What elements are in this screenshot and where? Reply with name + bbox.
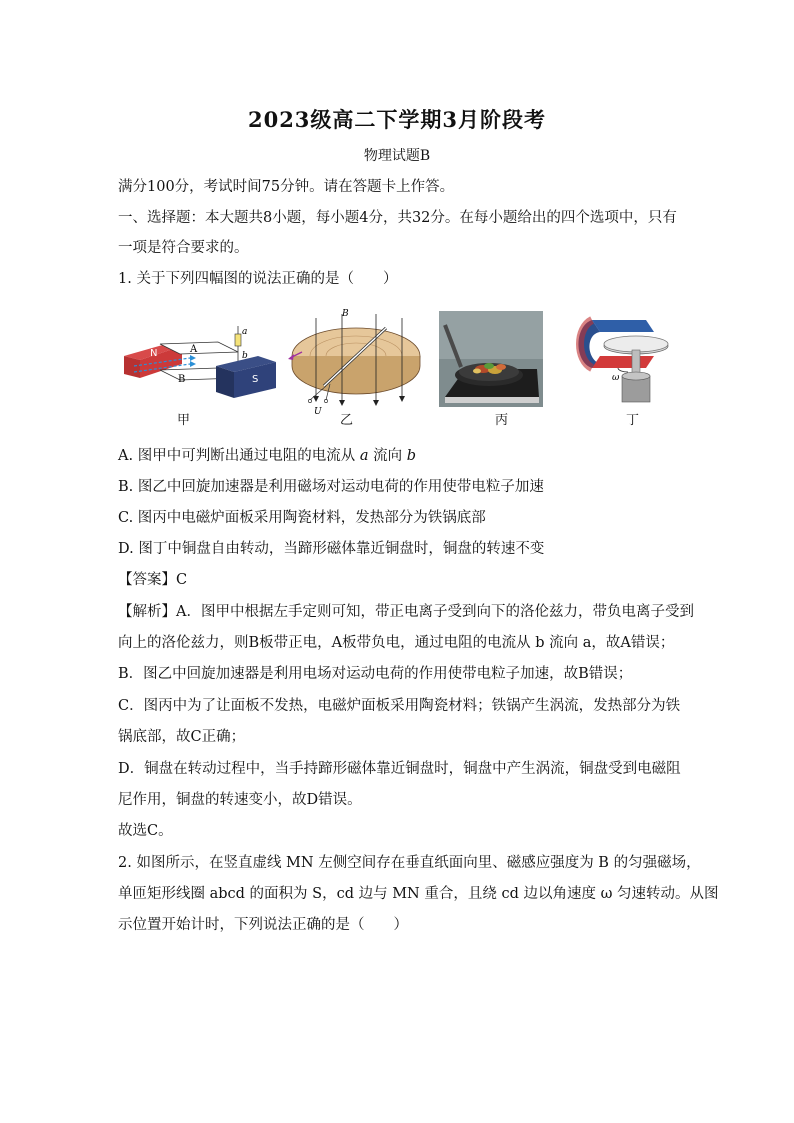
field-b-label: B [342, 309, 349, 319]
question-1-stem: 1. 关于下列四幅图的说法正确的是（ ） [118, 271, 398, 287]
q1-analysis-line1: 【解析】A．图甲中根据左手定则可知，带正电离子受到向下的洛伦兹力，带负电离子受到 [118, 604, 694, 620]
disc-base [618, 368, 650, 402]
question-2-line2: 单匝矩形线圈 abcd 的面积为 S，cd 边与 MN 重合，且绕 cd 边以角速度 ω 匀速转动。从图 [118, 886, 719, 902]
question-2-line1: 2. 如图所示，在竖直虚线 MN 左侧空间存在垂直纸面向里、磁感应强度为 B 的匀强磁场， [118, 855, 701, 871]
figure-bing [439, 311, 543, 407]
omega-label: ω [612, 373, 620, 383]
plate-a-label: A [190, 344, 198, 355]
plate-b-label: B [178, 374, 186, 385]
figure-yi [284, 308, 424, 416]
q1-option-c: C. 图丙中电磁炉面板采用陶瓷材料，发热部分为铁锅底部 [118, 510, 486, 526]
q1-analysis-line6: D．铜盘在转动过程中，当手持蹄形磁体靠近铜盘时，铜盘中产生涡流，铜盘受到电磁阻 [118, 761, 681, 777]
q1-conclusion: 故选C。 [118, 823, 173, 839]
q1-option-b: B. 图乙中回旋加速器是利用磁场对运动电荷的作用使带电粒子加速 [118, 479, 544, 495]
figure-jia-caption: 甲 [177, 413, 191, 428]
q1-analysis-line5: 锅底部，故C正确； [118, 729, 246, 745]
section-heading-line1: 一、选择题：本大题共8小题，每小题4分，共32分。在每小题给出的四个选项中，只有 [118, 210, 677, 226]
q1-analysis-line4: C．图丙中为了让面板不发热，电磁炉面板采用陶瓷材料；铁锅产生涡流，发热部分为铁 [118, 698, 681, 714]
voltage-u-label: U [314, 407, 322, 416]
south-magnet [216, 356, 276, 398]
figure-ding [574, 312, 674, 408]
south-label: S [252, 374, 259, 385]
question-2-line3: 示位置开始计时，下列说法正确的是（ ） [118, 917, 408, 933]
q1-analysis-line2: 向上的洛伦兹力，则B板带正电，A板带负电，通过电阻的电流从 b 流向 a，故A错误； [118, 635, 675, 651]
point-b-label: b [242, 351, 248, 361]
north-label: N [150, 348, 158, 359]
exam-note: 满分100分，考试时间75分钟。请在答题卡上作答。 [118, 179, 455, 195]
q1-option-d: D. 图丁中铜盘自由转动，当蹄形磁体靠近铜盘时，铜盘的转速不变 [118, 541, 545, 557]
cyclotron-dees [292, 328, 420, 394]
page-title: 2023级高二下学期3月阶段考 [247, 107, 547, 132]
section-heading-line2: 一项是符合要求的。 [118, 240, 249, 256]
resistor [235, 326, 241, 352]
point-a-label: a [242, 327, 248, 337]
figure-ding-caption: 丁 [626, 413, 640, 428]
figure-bing-caption: 丙 [495, 413, 509, 428]
q1-analysis-line7: 尼作用，铜盘的转速变小，故D错误。 [118, 792, 362, 808]
q1-option-a: A. 图甲中可判断出通过电阻的电流从 a 流向 b [118, 448, 416, 464]
figure-jia [120, 322, 280, 402]
q1-answer: 【答案】C [118, 572, 188, 588]
page-subtitle: 物理试题B [363, 148, 431, 164]
q1-analysis-line3: B．图乙中回旋加速器是利用电场对运动电荷的作用使带电粒子加速，故B错误； [118, 666, 633, 682]
figure-yi-caption: 乙 [340, 413, 354, 428]
